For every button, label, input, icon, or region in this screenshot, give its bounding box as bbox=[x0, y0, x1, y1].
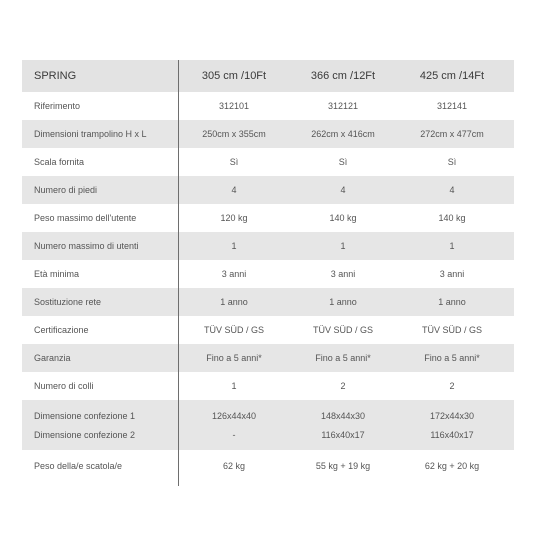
spec-table bbox=[22, 60, 514, 482]
value-366-stack bbox=[290, 410, 396, 441]
value-425: 1 bbox=[449, 241, 455, 251]
value-305: Sì bbox=[229, 157, 239, 167]
value-366: 312121 bbox=[327, 101, 359, 111]
row-label: Riferimento bbox=[34, 101, 81, 111]
row-label: Peso massimo dell'utente bbox=[34, 213, 137, 223]
row-label: Numero di colli bbox=[34, 381, 94, 391]
package-1-label: Dimensione confezione 1 bbox=[34, 410, 136, 421]
value-425-stack bbox=[396, 410, 508, 441]
value-425: 312141 bbox=[436, 101, 468, 111]
row-max-users bbox=[22, 232, 514, 260]
row-label: Numero di piedi bbox=[34, 185, 98, 195]
value-305: 120 kg bbox=[220, 213, 248, 223]
package-2-value: 116x40x17 bbox=[430, 429, 474, 440]
value-366: 3 anni bbox=[330, 269, 356, 279]
value-366: 1 anno bbox=[329, 297, 357, 307]
value-305: Fino a 5 anni* bbox=[206, 353, 262, 363]
package-2-value: - bbox=[232, 429, 236, 440]
value-425: TÜV SÜD / GS bbox=[421, 325, 482, 335]
value-366: 140 kg bbox=[329, 213, 357, 223]
value-425: 272cm x 477cm bbox=[420, 129, 484, 139]
value-366: 262cm x 416cm bbox=[311, 129, 375, 139]
row-label: Scala fornita bbox=[34, 157, 85, 167]
value-305: 1 anno bbox=[220, 297, 248, 307]
row-label: Certificazione bbox=[34, 325, 89, 335]
value-305: TÜV SÜD / GS bbox=[203, 325, 264, 335]
row-net-replacement bbox=[22, 288, 514, 316]
value-305: 250cm x 355cm bbox=[202, 129, 266, 139]
value-366: 55 kg + 19 kg bbox=[315, 461, 371, 471]
value-425: 1 anno bbox=[438, 297, 466, 307]
row-label-stack bbox=[22, 410, 178, 441]
model-366: 366 cm /12Ft bbox=[310, 70, 376, 82]
package-1-value: 126x44x40 bbox=[211, 410, 257, 421]
row-label: Numero massimo di utenti bbox=[34, 241, 139, 251]
row-packages bbox=[22, 372, 514, 400]
value-305: 3 anni bbox=[221, 269, 247, 279]
row-feet bbox=[22, 176, 514, 204]
row-label: Peso della/e scatola/e bbox=[34, 461, 123, 471]
value-425: 3 anni bbox=[439, 269, 465, 279]
package-1-value: 172x44x30 bbox=[429, 410, 475, 421]
row-label: Sostituzione rete bbox=[34, 297, 102, 307]
product-name: SPRING bbox=[34, 70, 77, 82]
value-425: 4 bbox=[449, 185, 455, 195]
value-366: 4 bbox=[340, 185, 346, 195]
value-366: 1 bbox=[340, 241, 346, 251]
value-366: 2 bbox=[340, 381, 346, 391]
row-reference bbox=[22, 92, 514, 120]
table-header bbox=[22, 60, 514, 92]
column-divider bbox=[178, 60, 179, 486]
package-1-value: 148x44x30 bbox=[320, 410, 366, 421]
model-305: 305 cm /10Ft bbox=[201, 70, 267, 82]
row-label: Dimensioni trampolino H x L bbox=[34, 129, 147, 139]
value-425: 2 bbox=[449, 381, 455, 391]
row-min-age bbox=[22, 260, 514, 288]
value-425: Sì bbox=[447, 157, 457, 167]
value-305: 4 bbox=[231, 185, 237, 195]
value-425: 140 kg bbox=[438, 213, 466, 223]
value-305: 312101 bbox=[218, 101, 250, 111]
row-ladder bbox=[22, 148, 514, 176]
row-box-weight bbox=[22, 450, 514, 482]
row-label: Garanzia bbox=[34, 353, 71, 363]
row-max-weight bbox=[22, 204, 514, 232]
row-dimensions bbox=[22, 120, 514, 148]
row-warranty bbox=[22, 344, 514, 372]
value-366: Sì bbox=[338, 157, 348, 167]
value-366: Fino a 5 anni* bbox=[315, 353, 371, 363]
value-305: 62 kg bbox=[222, 461, 246, 471]
value-305-stack bbox=[178, 410, 290, 441]
value-425: 62 kg + 20 kg bbox=[424, 461, 480, 471]
package-2-value: 116x40x17 bbox=[321, 429, 365, 440]
row-package-dimensions bbox=[22, 400, 514, 450]
package-2-label: Dimensione confezione 2 bbox=[34, 429, 136, 440]
value-366: TÜV SÜD / GS bbox=[312, 325, 373, 335]
model-425: 425 cm /14Ft bbox=[419, 70, 485, 82]
value-425: Fino a 5 anni* bbox=[424, 353, 480, 363]
value-305: 1 bbox=[231, 241, 237, 251]
value-305: 1 bbox=[231, 381, 237, 391]
row-certification bbox=[22, 316, 514, 344]
row-label: Età minima bbox=[34, 269, 80, 279]
